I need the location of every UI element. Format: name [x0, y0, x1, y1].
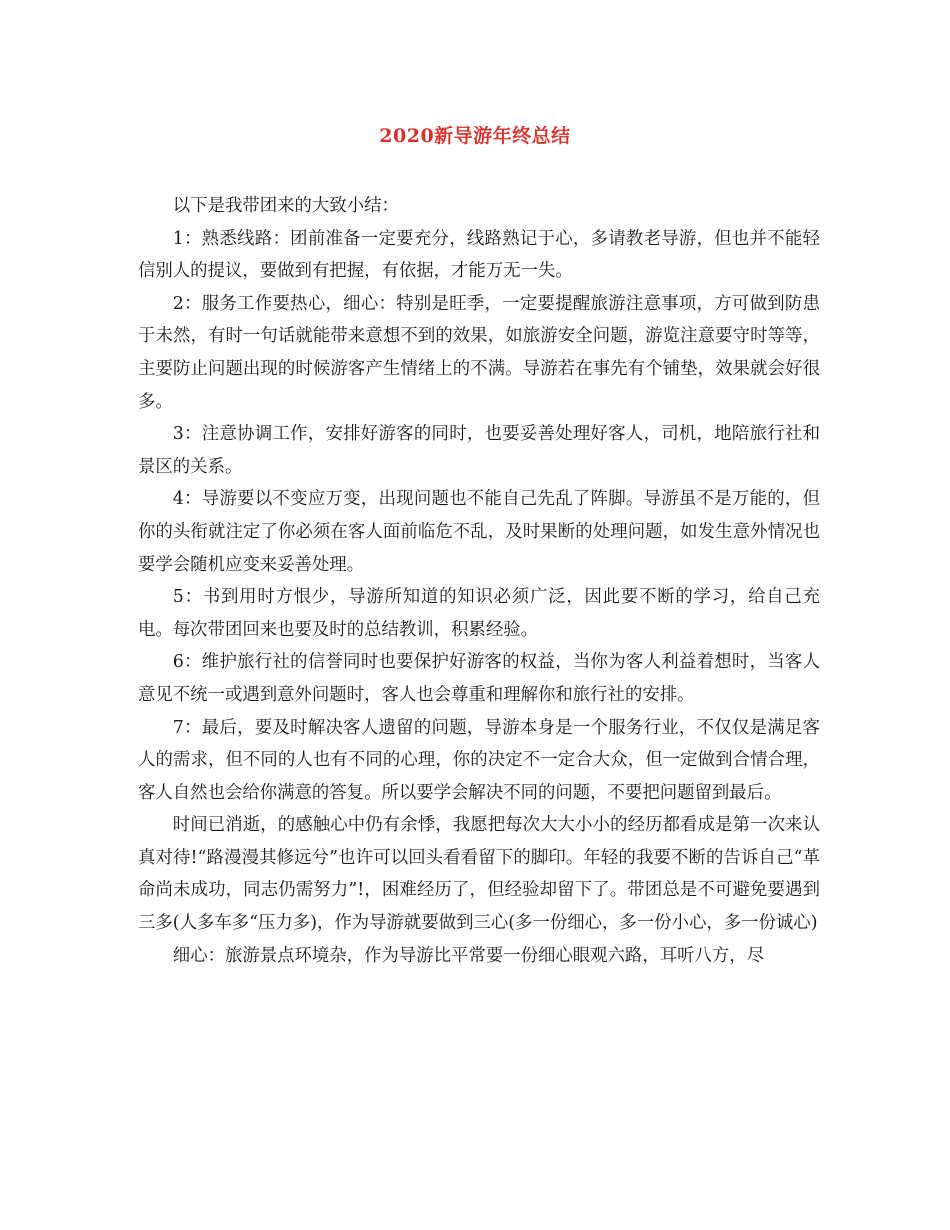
document-title: 2020新导游年终总结	[379, 125, 571, 147]
paragraph-point-3: 3：注意协调工作，安排好游客的同时，也要妥善处理好客人，司机，地陪旅行社和景区的关系。	[138, 424, 820, 477]
paragraph-point-5: 5：书到用时方恨少，导游所知道的知识必须广泛，因此要不断的学习，给自己充电。每次带团回来也要及时的总结教训，积累经验。	[138, 587, 820, 640]
paragraph-point-4: 4：导游要以不变应万变，出现问题也不能自己先乱了阵脚。导游虽不是万能的，但你的头衔就注定了你必须在客人面前临危不乱，及时果断的处理问题，如发生意外情况也要学会随机应变来妥善处理。	[138, 489, 820, 575]
paragraph-point-2: 2：服务工作要热心，细心：特别是旺季，一定要提醒旅游注意事项，方可做到防患于未然，有时一句话就能带来意想不到的效果，如旅游安全问题，游览注意要守时等等，主要防止问题出现的时候游客产生情绪上的不满。导游若在事先有个铺垫，效果就会好很多。	[138, 293, 820, 412]
paragraph-careful: 细心：旅游景点环境杂，作为导游比平常要一份细心眼观六路，耳听八方，尽	[172, 945, 765, 966]
paragraph-point-7: 7：最后，要及时解决客人遗留的问题，导游本身是一个服务行业，不仅仅是满足客人的需求，但不同的人也有不同的心理，你的决定不一定合大众，但一定做到合情合理，客人自然也会给你满意的答复。所以要学会解决不同的问题，不要把问题留到最后。	[138, 717, 820, 803]
paragraph-intro: 以下是我带团来的大致小结：	[172, 196, 399, 216]
document-body	[138, 190, 820, 972]
paragraph-reflection: 时间已消逝，的感触心中仍有余悸，我愿把每次大大小小的经历都看成是第一次来认真对待!“路漫漫其修远兮”也许可以回头看看留下的脚印。年轻的我要不断的告诉自己“革命尚未成功，同志仍需努力”!，困难经历了，但经验却留下了。带团总是不可避免要遇到三多(人多车多“压力多)，作为导游就要做到三心(多一份细心，多一份小心，多一份诚心)	[138, 815, 820, 934]
paragraph-point-1: 1：熟悉线路：团前准备一定要充分，线路熟记于心，多请教老导游，但也并不能轻信别人的提议，要做到有把握，有依据，才能万无一失。	[138, 228, 820, 282]
paragraph-point-6: 6：维护旅行社的信誉同时也要保护好游客的权益，当你为客人利益着想时，当客人意见不统一或遇到意外问题时，客人也会尊重和理解你和旅行社的安排。	[138, 652, 820, 705]
